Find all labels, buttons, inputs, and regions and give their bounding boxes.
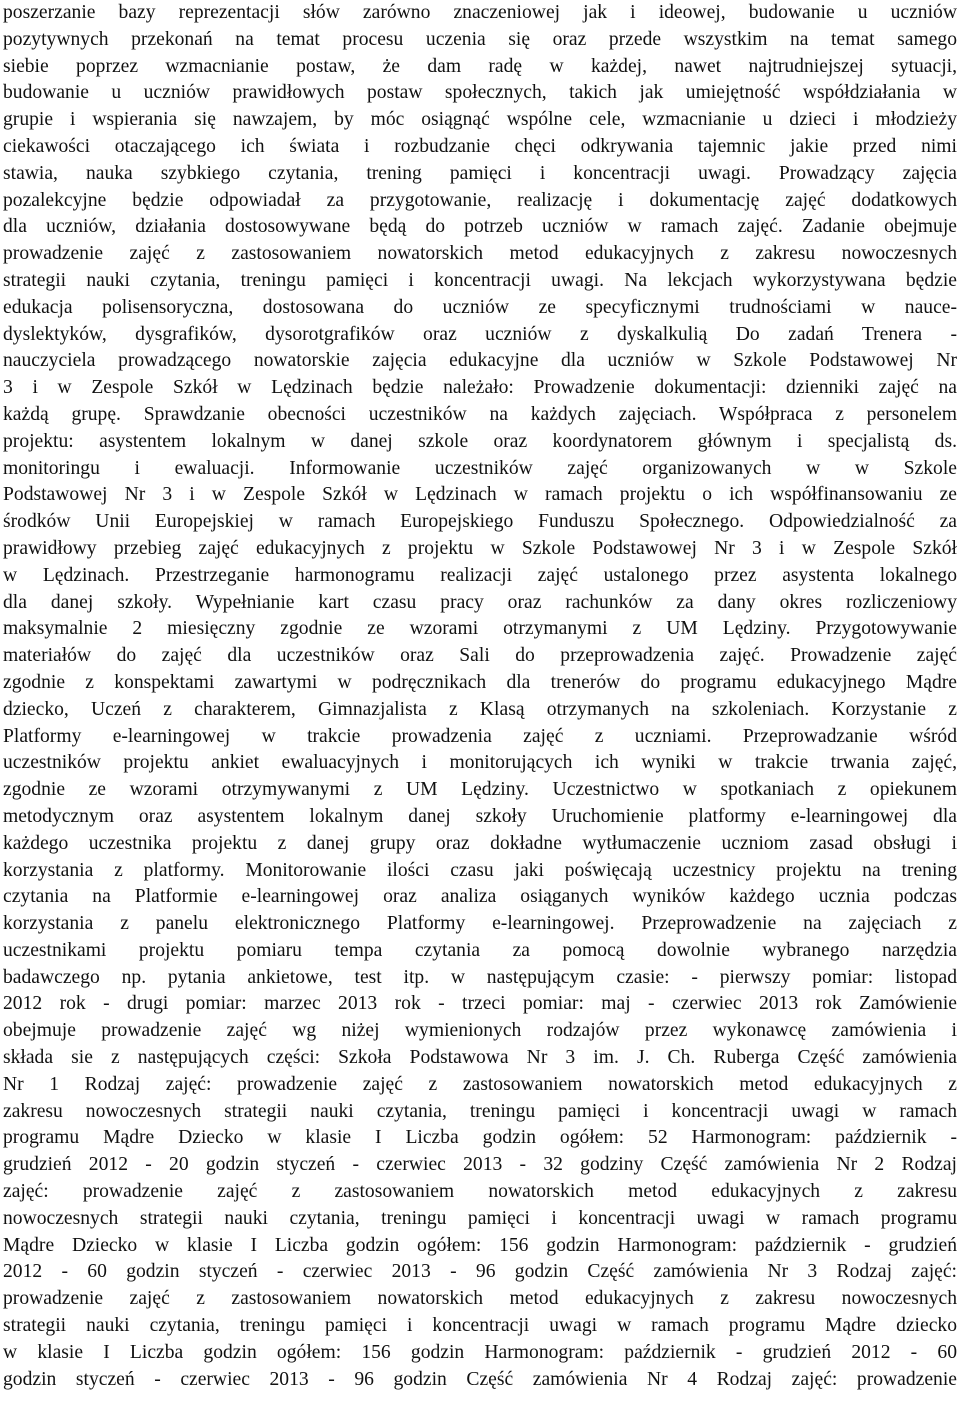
text-line: środków Unii Europejskiej w ramach Europejskiego Funduszu Społecznego. Odpowiedzialność za xyxy=(3,511,957,533)
text-line: budowanie u uczniów prawidłowych postaw społecznych, takich jak umiejętność współdziałania w xyxy=(3,82,957,104)
text-line: grudzień 2012 - 20 godzin styczeń - czerwiec 2013 - 32 godziny Część zamówienia Nr 2 Rodzaj xyxy=(3,1154,957,1176)
text-line: siebie poprzez wzmacnianie postaw, że dam radę w każdej, nawet najtrudniejszej sytuacji, xyxy=(3,55,957,77)
text-line: zajęć: prowadzenie zajęć z zastosowaniem nowatorskich metod edukacyjnych z zakresu xyxy=(3,1181,957,1203)
text-line: stawia, nauka szybkiego czytania, trening pamięci i koncentracji uwagi. Prowadzący zajęcia xyxy=(3,162,957,184)
text-line: dyslektyków, dysgrafików, dysorotgrafików oraz uczniów z dyskalkulią Do zadań Trenera - xyxy=(3,323,957,345)
text-line: materiałów do zajęć dla uczestników oraz Sali do przeprowadzenia zajęć. Prowadzenie zajęć xyxy=(3,645,957,667)
text-line: każdą grupę. Sprawdzanie obecności uczestników na każdych zajęciach. Współpraca z personelem xyxy=(3,403,957,425)
text-line: w Lędzinach. Przestrzeganie harmonogramu realizacji zajęć ustalonego przez asystenta lokalnego xyxy=(3,564,957,586)
text-line: strategii nauki czytania, treningu pamięci i koncentracji uwagi. Na lekcjach wykorzystywana będzie xyxy=(3,269,957,291)
text-line: maksymalnie 2 miesięczny zgodnie ze wzorami otrzymanymi z UM Lędziny. Przygotowywanie xyxy=(3,618,957,640)
text-line: grupie i wspierania się nawzajem, by móc osiągnąć wspólne cele, wzmacnianie u dzieci i młodzieży xyxy=(3,109,957,131)
document-body xyxy=(3,0,957,1393)
text-line: składa sie z następujących części: Szkoła Podstawowa Nr 3 im. J. Ch. Ruberga Część zamówienia xyxy=(3,1047,957,1069)
text-line: pozytywnych przekonań na temat procesu uczenia się oraz przede wszystkim na temat samego xyxy=(3,28,957,50)
text-line: zgodnie ze wzorami otrzymywanymi z UM Lędziny. Uczestnictwo w spotkaniach z opiekunem xyxy=(3,779,957,801)
text-line: monitoringu i ewaluacji. Informowanie uczestników zajęć organizowanych w w Szkole xyxy=(3,457,957,479)
text-line: zakresu nowoczesnych strategii nauki czytania, treningu pamięci i koncentracji uwagi w ramach xyxy=(3,1100,957,1122)
text-line: edukacja polisensoryczna, dostosowana do uczniów ze specyficznymi trudnościami w nauce- xyxy=(3,296,957,318)
text-line: nauczyciela prowadzącego nowatorskie zajęcia edukacyjne dla uczniów w Szkole Podstawowej Nr xyxy=(3,350,957,372)
text-line: 2012 - 60 godzin styczeń - czerwiec 2013 - 96 godzin Część zamówienia Nr 3 Rodzaj zajęć: xyxy=(3,1261,957,1283)
text-line: dla danej szkoły. Wypełnianie kart czasu pracy oraz rachunków za dany okres rozliczeniowy xyxy=(3,591,957,613)
text-line: metodycznym oraz asystentem lokalnym danej szkoły Uruchomienie platformy e-learningowej dla xyxy=(3,805,957,827)
text-line: projektu: asystentem lokalnym w danej szkole oraz koordynatorem głównym i specjalistą ds. xyxy=(3,430,957,452)
text-line: Platformy e-learningowej w trakcie prowadzenia zajęć z uczniami. Przeprowadzanie wśród xyxy=(3,725,957,747)
text-line: prowadzenie zajęć z zastosowaniem nowatorskich metod edukacyjnych z zakresu nowoczesnych xyxy=(3,243,957,265)
text-line: 2012 rok - drugi pomiar: marzec 2013 rok - trzeci pomiar: maj - czerwiec 2013 rok Zamówienie xyxy=(3,993,957,1015)
text-line: korzystania z platformy. Monitorowanie ilości czasu jaki poświęcają uczestnicy projektu na trening xyxy=(3,859,957,881)
text-line: każdego uczestnika projektu z danej grupy oraz dokładne wytłumaczenie uczniom zasad obsługi i xyxy=(3,832,957,854)
text-line: pozalekcyjne będzie odpowiadał za przygotowanie, realizację i dokumentację zajęć dodatkowych xyxy=(3,189,957,211)
text-line: ciekawości otaczającego ich świata i rozbudzanie chęci odkrywania tajemnic jakie przed nimi xyxy=(3,135,957,157)
text-line: strategii nauki czytania, treningu pamięci i koncentracji uwagi w ramach programu Mądre dziecko xyxy=(3,1315,957,1337)
text-line: programu Mądre Dziecko w klasie I Liczba godzin ogółem: 52 Harmonogram: październik - xyxy=(3,1127,957,1149)
text-line: uczestników projektu ankiet ewaluacyjnych i monitorujących ich wyniki w trakcie trwania zajęć, xyxy=(3,752,957,774)
text-line: czytania na Platformie e-learningowej oraz analiza osiąganych wyników każdego ucznia podczas xyxy=(3,886,957,908)
text-line: Podstawowej Nr 3 i w Zespole Szkół w Lędzinach w ramach projektu o ich współfinansowaniu ze xyxy=(3,484,957,506)
text-line: dziecko, Uczeń z charakterem, Gimnazjalista z Klasą otrzymanych na szkoleniach. Korzystanie z xyxy=(3,698,957,720)
text-line: uczestnikami projektu pomiaru tempa czytania za pomocą dowolnie wybranego narzędzia xyxy=(3,939,957,961)
text-line: prowadzenie zajęć z zastosowaniem nowatorskich metod edukacyjnych z zakresu nowoczesnych xyxy=(3,1288,957,1310)
text-line: prawidłowy przebieg zajęć edukacyjnych z projektu w Szkole Podstawowej Nr 3 i w Zespole Szkół xyxy=(3,537,957,559)
text-line: godzin styczeń - czerwiec 2013 - 96 godzin Część zamówienia Nr 4 Rodzaj zajęć: prowadzenie xyxy=(3,1368,957,1390)
text-line: Nr 1 Rodzaj zajęć: prowadzenie zajęć z zastosowaniem nowatorskich metod edukacyjnych z xyxy=(3,1073,957,1095)
text-line: nowoczesnych strategii nauki czytania, treningu pamięci i koncentracji uwagi w ramach programu xyxy=(3,1207,957,1229)
text-line: 3 i w Zespole Szkół w Lędzinach będzie należało: Prowadzenie dokumentacji: dzienniki zajęć na xyxy=(3,377,957,399)
text-line: zgodnie z konspektami zawartymi w podręcznikach dla trenerów do programu edukacyjnego Mądre xyxy=(3,671,957,693)
text-line: obejmuje prowadzenie zajęć wg niżej wymienionych rodzajów przez wykonawcę zamówienia i xyxy=(3,1020,957,1042)
text-line: w klasie I Liczba godzin ogółem: 156 godzin Harmonogram: październik - grudzień 2012 - 60 xyxy=(3,1341,957,1363)
text-line: korzystania z panelu elektronicznego Platformy e-learningowej. Przeprowadzenie na zajęciach z xyxy=(3,913,957,935)
text-line: Mądre Dziecko w klasie I Liczba godzin ogółem: 156 godzin Harmonogram: październik - grudzień xyxy=(3,1234,957,1256)
text-line: poszerzanie bazy reprezentacji słów zarówno znaczeniowej jak i ideowej, budowanie u uczniów xyxy=(3,2,957,23)
text-line: badawczego np. pytania ankietowe, test itp. w następującym czasie: - pierwszy pomiar: listopad xyxy=(3,966,957,988)
text-line: dla uczniów, działania dostosowywane będą do potrzeb uczniów w ramach zajęć. Zadanie obejmuje xyxy=(3,216,957,238)
